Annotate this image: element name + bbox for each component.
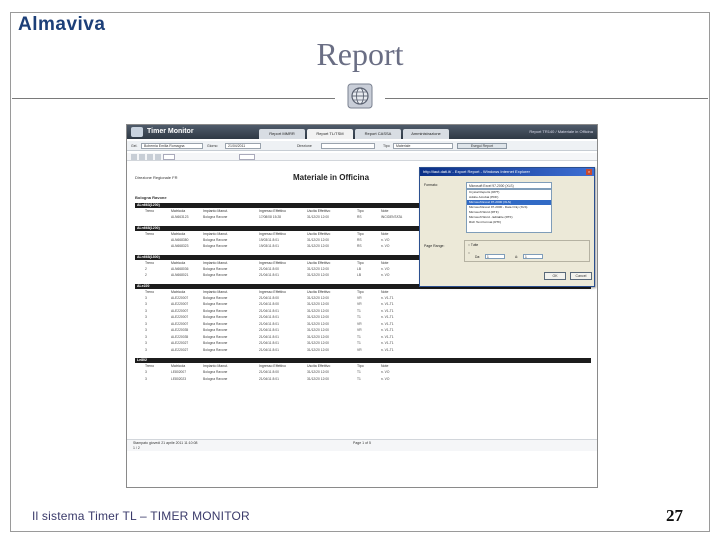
table-cell: T1 xyxy=(357,308,361,313)
column-header: Note xyxy=(381,231,389,236)
zoom-select[interactable] xyxy=(239,154,255,160)
table-cell: 31/12/20 12:00 xyxy=(307,334,329,339)
table-row xyxy=(135,302,591,308)
table-cell: INCIDENTATA xyxy=(381,215,403,219)
format-option[interactable]: Microsoft Word (RTF) xyxy=(469,210,499,214)
table-cell: n. VO xyxy=(381,244,390,248)
column-header: Treno xyxy=(145,231,155,236)
column-header: Treno xyxy=(145,289,155,294)
table-cell: T1 xyxy=(357,370,361,374)
table-cell: ALE220007 xyxy=(171,308,189,313)
table-row xyxy=(135,335,591,341)
globe-emblem-icon xyxy=(344,82,376,112)
column-header: Impianto Manut. xyxy=(203,231,229,236)
column-header: Tipo xyxy=(357,231,364,236)
table-cell: 2 xyxy=(145,266,147,271)
format-option[interactable]: Rich Text Format (RTF) xyxy=(469,220,502,224)
group-header: Le802 xyxy=(135,358,591,363)
format-option[interactable]: Microsoft Excel 97-2000 (XLS) xyxy=(467,200,551,205)
table-cell: T1 xyxy=(357,315,361,319)
table-cell: 21/04/11 8:00 xyxy=(259,295,279,300)
table-cell: 3 xyxy=(145,328,147,332)
table-cell: Bologna Ravone xyxy=(203,273,228,277)
column-header: Tipo xyxy=(357,289,364,294)
table-cell: ALN668036 xyxy=(171,266,189,271)
column-header: Uscita Effettivo xyxy=(307,289,331,294)
table-cell: LB xyxy=(357,273,362,277)
column-header: Impianto Manut. xyxy=(203,364,229,368)
table-row xyxy=(135,315,591,321)
table-cell: Bologna Ravone xyxy=(203,244,228,248)
format-options-list[interactable] xyxy=(466,189,552,233)
column-header: Impianto Manut. xyxy=(203,209,229,213)
table-cell: T1 xyxy=(357,376,361,381)
column-header: Ingresso Effettivo xyxy=(259,209,286,213)
table-row xyxy=(135,370,591,376)
table-cell: 21/04/11 8:01 xyxy=(259,376,279,381)
table-cell: ALE220007 xyxy=(171,295,189,300)
column-header: Tipo xyxy=(357,260,364,265)
title-rule-right xyxy=(385,98,708,99)
table-cell: 21/04/11 8:01 xyxy=(259,328,279,332)
table-row xyxy=(135,309,591,315)
table-cell: 19/03/11 8:01 xyxy=(259,244,279,248)
table-cell: T1 xyxy=(357,334,361,339)
prev-page-icon[interactable] xyxy=(155,154,161,160)
title-rule-left xyxy=(12,98,335,99)
table-cell: 31/12/20 12:00 xyxy=(307,321,329,326)
table-cell: ALN668021 xyxy=(171,273,189,277)
logo-text: Almaviva xyxy=(18,14,106,35)
column-header: Treno xyxy=(145,209,155,213)
group-header: ALn668(1800) xyxy=(135,255,591,260)
table-cell: 3 xyxy=(145,347,147,352)
format-select[interactable]: Microsoft Excel 97-2000 (XLS) xyxy=(466,182,552,189)
timer-monitor-logo-icon xyxy=(131,127,143,137)
table-cell: Bologna Ravone xyxy=(203,347,228,352)
column-header: Note xyxy=(381,364,389,368)
table-cell: Bologna Ravone xyxy=(203,315,228,319)
table-cell: ALN663123 xyxy=(171,215,189,219)
tab-report-cassa[interactable]: Report CASSA xyxy=(355,129,401,139)
table-cell: 3 xyxy=(145,334,147,339)
report-title: Materiale in Officina xyxy=(293,173,370,182)
table-cell: RS xyxy=(357,237,362,242)
radio-all-pages[interactable]: ○ Tutte xyxy=(468,243,479,247)
table-cell: n. V1-T1 xyxy=(381,302,394,306)
table-cell: LB xyxy=(357,266,362,271)
slide-title: Report xyxy=(316,36,404,72)
table-cell: 3 xyxy=(145,370,147,374)
radio-range[interactable]: ○ xyxy=(468,251,470,255)
table-cell: 21/04/11 8:01 xyxy=(259,321,279,326)
table-cell: 21/04/11 8:01 xyxy=(259,334,279,339)
table-cell: Bologna Ravone xyxy=(203,321,228,326)
table-cell: Bologna Ravone xyxy=(203,376,228,381)
date-field[interactable]: 21/04/2011 xyxy=(225,143,261,149)
table-cell: T1 xyxy=(357,341,361,345)
range-from-label: Da: xyxy=(475,255,481,259)
table-cell: 21/04/11 8:01 xyxy=(259,315,279,319)
column-header: Tipo xyxy=(357,209,364,213)
column-header: Matricola xyxy=(171,364,186,368)
table-cell: Bologna Ravone xyxy=(203,302,228,306)
table-cell: n. V1-T1 xyxy=(381,315,394,319)
direction-select[interactable] xyxy=(321,143,375,149)
app-header xyxy=(127,125,597,139)
type-label: Tipo xyxy=(383,144,390,148)
column-header: Ingresso Effettivo xyxy=(259,289,286,294)
table-cell: 3 xyxy=(145,321,147,326)
table-cell: 31/12/20 12:00 xyxy=(307,347,329,352)
cancel-button[interactable]: Cancel xyxy=(570,272,592,280)
report-footer xyxy=(127,439,597,451)
table-cell: n. VO xyxy=(381,266,390,271)
table-cell: 31/12/20 12:00 xyxy=(307,237,329,242)
column-header: Tipo xyxy=(357,364,364,368)
format-option[interactable]: Adobe Acrobat (PDF) xyxy=(469,195,499,199)
report-toolbar xyxy=(127,141,597,151)
table-cell: 31/12/20 12:00 xyxy=(307,266,329,271)
table-cell: n. V1-T1 xyxy=(381,321,394,326)
app-context: Report TR140 / Materiale in Officina xyxy=(529,129,593,134)
table-cell: Bologna Ravone xyxy=(203,215,228,219)
column-header: Uscita Effettivo xyxy=(307,231,331,236)
table-cell: 31/12/20 12:00 xyxy=(307,341,329,345)
table-cell: ALE220007 xyxy=(171,321,189,326)
table-cell: 31/12/20 12:00 xyxy=(307,315,329,319)
format-option[interactable]: Microsoft Word - Editable (RTF) xyxy=(469,215,513,219)
column-header: Matricola xyxy=(171,260,186,265)
table-cell: 3 xyxy=(145,302,147,306)
range-to-input[interactable]: 1 xyxy=(523,254,543,259)
column-header: Ingresso Effettivo xyxy=(259,231,286,236)
group-header: ALn668(1200) xyxy=(135,226,591,231)
table-cell: RS xyxy=(357,215,362,219)
table-row xyxy=(135,377,591,383)
table-cell: n. VO xyxy=(381,273,390,277)
table-cell: Bologna Ravone xyxy=(203,370,228,374)
table-cell: VR xyxy=(357,295,362,300)
table-row xyxy=(135,328,591,334)
table-cell: LE802007 xyxy=(171,370,187,374)
table-cell: 3 xyxy=(145,341,147,345)
table-cell: ALE220007 xyxy=(171,302,189,306)
table-cell: n. V1-T1 xyxy=(381,334,394,339)
table-cell: Bologna Ravone xyxy=(203,295,228,300)
type-select[interactable]: Materiale xyxy=(393,143,453,149)
table-cell: n. VO xyxy=(381,237,390,242)
table-cell: ALN668323 xyxy=(171,244,189,248)
table-row xyxy=(135,296,591,302)
table-cell: n. V1-T1 xyxy=(381,328,394,332)
table-cell: n. V1-T1 xyxy=(381,341,394,345)
tab-report-mmrr[interactable]: Report MMRR xyxy=(259,129,305,139)
column-header: Note xyxy=(381,209,389,213)
ok-button[interactable]: OK xyxy=(544,272,566,280)
table-cell: 3 xyxy=(145,308,147,313)
page-input[interactable] xyxy=(163,154,175,160)
column-header: Ingresso Effettivo xyxy=(259,260,286,265)
app-tabs xyxy=(259,129,449,139)
column-header: Treno xyxy=(145,260,155,265)
table-cell: 3 xyxy=(145,315,147,319)
column-header: Matricola xyxy=(171,231,186,236)
table-cell: 31/12/20 12:00 xyxy=(307,308,329,313)
table-cell: 31/12/20 12:00 xyxy=(307,295,329,300)
table-cell: 21/04/11 8:00 xyxy=(259,370,279,374)
page-indicator: Page 1 of 5 xyxy=(353,441,371,445)
table-cell: VR xyxy=(357,347,362,352)
range-to-label: A: xyxy=(515,255,519,259)
table-cell: 21/04/11 8:00 xyxy=(259,266,279,271)
table-cell: 3 xyxy=(145,376,147,381)
format-option[interactable]: Crystal Reports (RPT) xyxy=(469,190,500,194)
table-cell: ALE220027 xyxy=(171,341,189,345)
table-cell: 31/12/20 12:00 xyxy=(307,244,329,248)
column-header: Matricola xyxy=(171,209,186,213)
page-range-group xyxy=(464,240,590,262)
table-cell: 31/12/20 12:00 xyxy=(307,370,329,374)
site-select[interactable]: Bohemia Emilia Romagna xyxy=(141,143,203,149)
table-cell: Bologna Ravone xyxy=(203,328,228,332)
table-cell: 31/12/20 12:00 xyxy=(307,273,329,277)
table-cell: ALN668380 xyxy=(171,237,189,242)
group-header: ALe220 xyxy=(135,284,591,289)
page-range-label: Page Range: xyxy=(424,244,445,248)
table-cell: 21/04/11 8:00 xyxy=(259,302,279,306)
date-label: Giorno xyxy=(207,144,218,148)
table-row xyxy=(135,341,591,347)
column-header: Note xyxy=(381,289,389,294)
table-cell: ALE220035 xyxy=(171,328,189,332)
column-header: Uscita Effettivo xyxy=(307,209,331,213)
range-from-input[interactable]: 1 xyxy=(485,254,505,259)
print-timestamp: Stampato giovedì 21 aprile 2011 11:10:08 xyxy=(133,441,198,445)
pager: 1 / 2 xyxy=(133,446,140,450)
first-page-icon[interactable] xyxy=(147,154,153,160)
table-cell: n. VO xyxy=(381,370,390,374)
app-title: Timer Monitor xyxy=(147,128,194,135)
table-cell: n. V1-T1 xyxy=(381,347,394,352)
report-site: Bologna Ravone xyxy=(135,195,167,200)
report-department: Direzione Regionale FR xyxy=(135,175,178,180)
table-cell: 21/04/11 8:01 xyxy=(259,273,279,277)
table-cell: VR xyxy=(357,321,362,326)
table-cell: ALE220035 xyxy=(171,334,189,339)
table-cell: 31/12/20 12:00 xyxy=(307,328,329,332)
viewer-toolbar xyxy=(127,153,597,161)
direction-label: Direzione xyxy=(297,144,312,148)
table-cell: 3 xyxy=(145,295,147,300)
column-header: Uscita Effettivo xyxy=(307,260,331,265)
table-cell: 31/12/20 12:00 xyxy=(307,302,329,306)
table-cell: 17/08/08 15:28 xyxy=(259,215,281,219)
table-cell: Bologna Ravone xyxy=(203,266,228,271)
table-cell: n. VO xyxy=(381,376,390,381)
table-cell: n. V1-T1 xyxy=(381,295,394,300)
column-header: Impianto Manut. xyxy=(203,260,229,265)
almaviva-logo xyxy=(18,14,105,36)
tab-amministrazione[interactable]: Amministrazione xyxy=(403,129,449,139)
run-report-button[interactable]: Esegui Report xyxy=(457,143,507,149)
slide-footer: Il sistema Timer TL – TIMER MONITOR xyxy=(32,509,250,523)
table-cell: Bologna Ravone xyxy=(203,334,228,339)
table-cell: ALE220027 xyxy=(171,347,189,352)
column-header: Note xyxy=(381,260,389,265)
column-header: Impianto Manut. xyxy=(203,289,229,294)
table-cell: Bologna Ravone xyxy=(203,308,228,313)
table-row xyxy=(135,348,591,354)
table-cell: 21/04/11 8:01 xyxy=(259,308,279,313)
table-cell: 21/04/11 8:01 xyxy=(259,341,279,345)
table-cell: 21/04/11 8:01 xyxy=(259,347,279,352)
format-label: Formato: xyxy=(424,183,439,187)
radio-all-label: Tutte xyxy=(470,243,479,247)
table-cell: 2 xyxy=(145,273,147,277)
table-cell: VR xyxy=(357,302,362,306)
table-cell: LE802023 xyxy=(171,376,187,381)
group-header: ALn663(1200) xyxy=(135,203,591,208)
table-cell: VR xyxy=(357,328,362,332)
table-cell: n. V1-T1 xyxy=(381,308,394,313)
column-header: Treno xyxy=(145,364,155,368)
table-cell: ALE220007 xyxy=(171,315,189,319)
report-screenshot xyxy=(126,124,598,488)
table-cell: 31/12/20 12:00 xyxy=(307,376,329,381)
column-header: Uscita Effettivo xyxy=(307,364,331,368)
format-option[interactable]: Microsoft Excel 97-2000 - Data Only (XLS) xyxy=(469,205,528,209)
table-row xyxy=(135,322,591,328)
close-icon[interactable]: × xyxy=(587,169,591,174)
slide-page-number: 27 xyxy=(666,506,683,525)
table-cell: 19/03/11 8:01 xyxy=(259,237,279,242)
dialog-title: http://iaut.dati.it/ - Export Report - Windows Internet Explorer xyxy=(420,168,594,176)
tab-report-tl[interactable]: Report TL/TSM xyxy=(307,129,353,139)
print-icon[interactable] xyxy=(139,154,145,160)
column-header: Matricola xyxy=(171,289,186,294)
table-cell: Bologna Ravone xyxy=(203,237,228,242)
column-header: Ingresso Effettivo xyxy=(259,364,286,368)
table-cell: Bologna Ravone xyxy=(203,341,228,345)
site-label: Gel. xyxy=(131,144,138,148)
export-dialog xyxy=(419,167,595,287)
table-cell: 31/12/20 12:00 xyxy=(307,215,329,219)
export-icon[interactable] xyxy=(131,154,137,160)
table-cell: RS xyxy=(357,244,362,248)
